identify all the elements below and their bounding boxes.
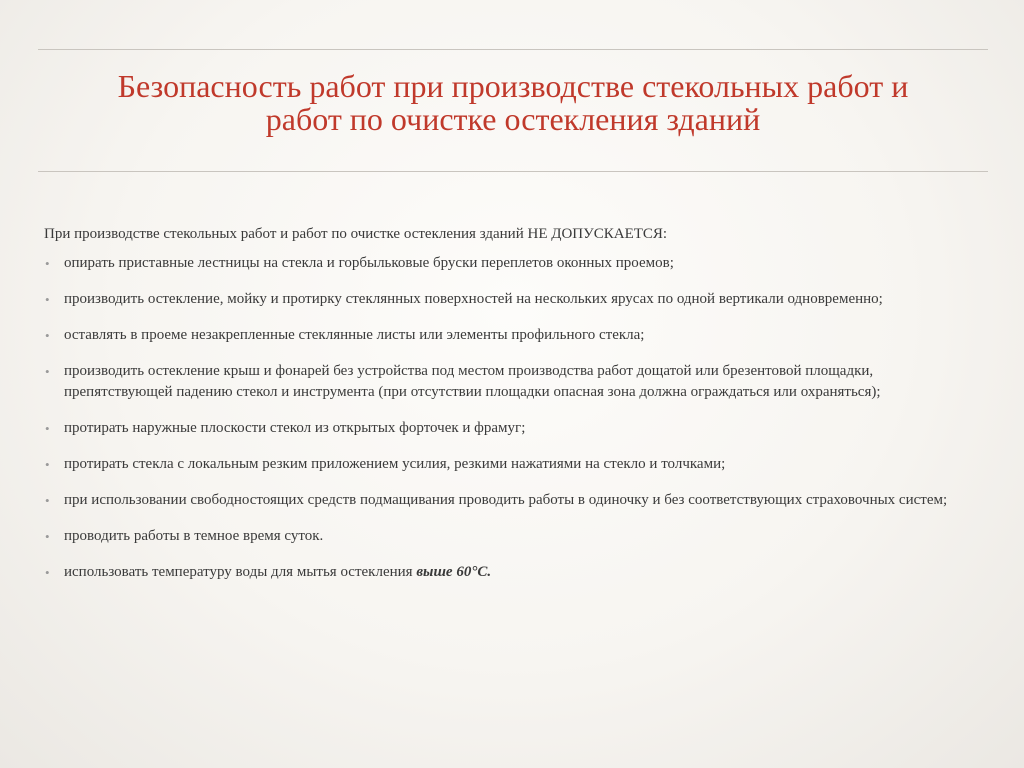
bullet-dot-icon: •: [45, 457, 50, 472]
list-item: [44, 454, 964, 475]
list-item-text: при использовании свободностоящих средств подмащивания проводить работы в одиночку и без соответствующих страховочных систем;: [64, 492, 948, 508]
list-item-text: оставлять в проеме незакрепленные стеклянные листы или элементы профильного стекла;: [64, 327, 645, 343]
list-item: [44, 562, 964, 583]
bullet-dot-icon: •: [45, 292, 50, 307]
top-divider: [38, 49, 988, 50]
slide-content: [44, 224, 964, 598]
list-item: [44, 418, 964, 439]
intro-text: При производстве стекольных работ и работ по очистке остекления зданий НЕ ДОПУСКАЕТСЯ:: [44, 226, 668, 242]
slide-title: [38, 70, 988, 136]
bullet-dot-icon: •: [45, 364, 50, 379]
list-item-text: протирать наружные плоскости стекол из открытых форточек и фрамуг;: [64, 420, 526, 436]
list-item: [44, 325, 964, 346]
list-item: [44, 361, 964, 403]
list-item: [44, 526, 964, 547]
prohibitions-list: [44, 253, 964, 583]
bottom-divider: [38, 171, 988, 172]
list-item-text: протирать стекла с локальным резким приложением усилия, резкими нажатиями на стекло и толчками;: [64, 456, 726, 472]
list-item-text: использовать температуру воды для мытья остекления: [64, 564, 417, 580]
bullet-dot-icon: •: [45, 421, 50, 436]
bullet-dot-icon: •: [45, 493, 50, 508]
list-item-text: производить остекление, мойку и протирку стеклянных поверхностей на нескольких ярусах по одной вертикали одновременно;: [64, 291, 883, 307]
title-line-2: работ по очистке остекления зданий: [265, 101, 761, 137]
temperature-emphasis: выше 60°С.: [416, 564, 492, 580]
list-item-text: опирать приставные лестницы на стекла и горбыльковые бруски переплетов оконных проемов;: [64, 255, 674, 271]
list-item-text: проводить работы в темное время суток.: [64, 528, 324, 544]
list-item: [44, 490, 964, 511]
bullet-dot-icon: •: [45, 328, 50, 343]
bullet-dot-icon: •: [45, 565, 50, 580]
title-line-1: Безопасность работ при производстве стекольных работ и: [117, 68, 909, 104]
bullet-dot-icon: •: [45, 529, 50, 544]
list-item: [44, 253, 964, 274]
list-item: [44, 289, 964, 310]
list-item-text: производить остекление крыш и фонарей без устройства под местом производства работ дощатой или брезентовой площадки, препятствующей падению стекол и инструмента (при отсутствии площадки опасная зона должна ограждаться или охраняться);: [64, 363, 881, 400]
bullet-dot-icon: •: [45, 256, 50, 271]
